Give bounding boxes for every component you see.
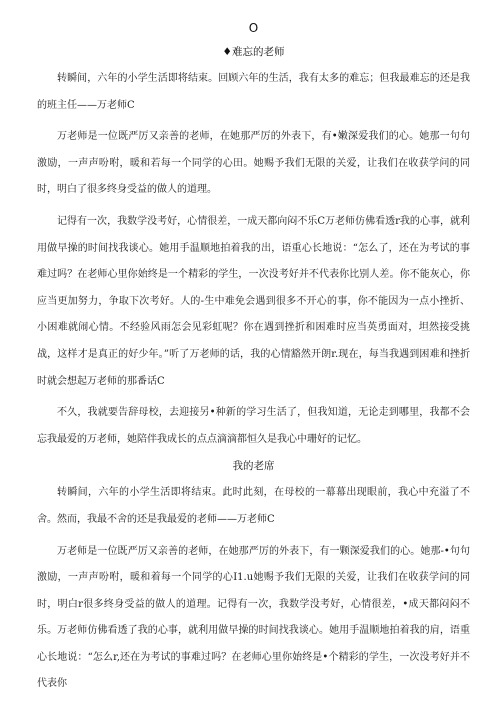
section-title-2: 我的老席 <box>232 460 275 473</box>
top-mark: O <box>248 21 259 35</box>
paragraph: 万老师是一位既严厉又亲善的老师，在她那严厉的外表下，有一颗深爱我们的心。她那-•句句激励，一声声吩咐，暖和着每一个同学的心I1.u她赐予我们无限的关爱，让我们在收获学问的同时，明白r很多终身受益的做人的道理。记得有一次，我数学没考好，心情很差，•成天都闷闷不乐。万老师仿佛看透了我的心事，就利用做早操的时间找我谈心。她用手温顺地拍着我的肩，语重心长地说：“怎么r,还在为考试的事难过吗？在老师心里你始终是•个精彩的学生，一次没考好并不代表你 <box>37 545 470 690</box>
paragraph: 不久，我就要告辞母校，去迎接另•种新的学习生活了，但我知道，无论走到哪里，我都不会忘我最爱的万老师，她陪伴我成长的点点滴滴都恒久是我心中珊好的记忆。 <box>37 407 470 445</box>
section-title-1: ♦难忘的老师 <box>222 46 285 58</box>
paragraph: 转瞬间，六年的小学生活即将结束。回顾六年的生活，我有太多的难忘；但我最难忘的还是我的班主任——万老师C <box>37 73 470 111</box>
paragraph: 万老师是一位既严厉又亲善的老师，在她那严厉的外表下，有•嫩深爱我们的心。她那一句句激励，一声声吩咐，暖和若每一个同学的心田。她赐予我们无限的关爱，让我们在收获学问的同时，明白了很多终身受益的做人的道理。 <box>37 131 470 196</box>
paragraph: 记得有一次，我数学没考好，心情很差，一成天都向闷不乐C万老师仿佛看透r我的心事，就利用做早操的时间找我谈心。她用手温顺地拍着我的出，语重心长地说：“怎么了，还在为考试的事难过吗？在老师心里你始终是一个精彩的学生，一次没考好并不代表你比别人差。你不能灰心，你应当更加努力，争取下次考好。人的-生中难免会遇到很多不开心的事，你不能因为一点小挫折、小困难就闹心情。不经验风雨怎会见彩虹呢？你在遇到挫折和困难时应当英勇面对，坦然接受挑战，这样才是真正的好少年。”听了万老师的话，我的心情豁然开朗r.现在，每当我遇到困难和挫折时就会想起万老师的那番话C <box>37 215 470 387</box>
paragraph: 转瞬间，六年的小学生活即将结束。此时此刻，在母校的一幕幕出现眼前，我心中充溢了不舍。然而，我最不舍的还是我最爱的老师——万老师C <box>37 487 470 525</box>
